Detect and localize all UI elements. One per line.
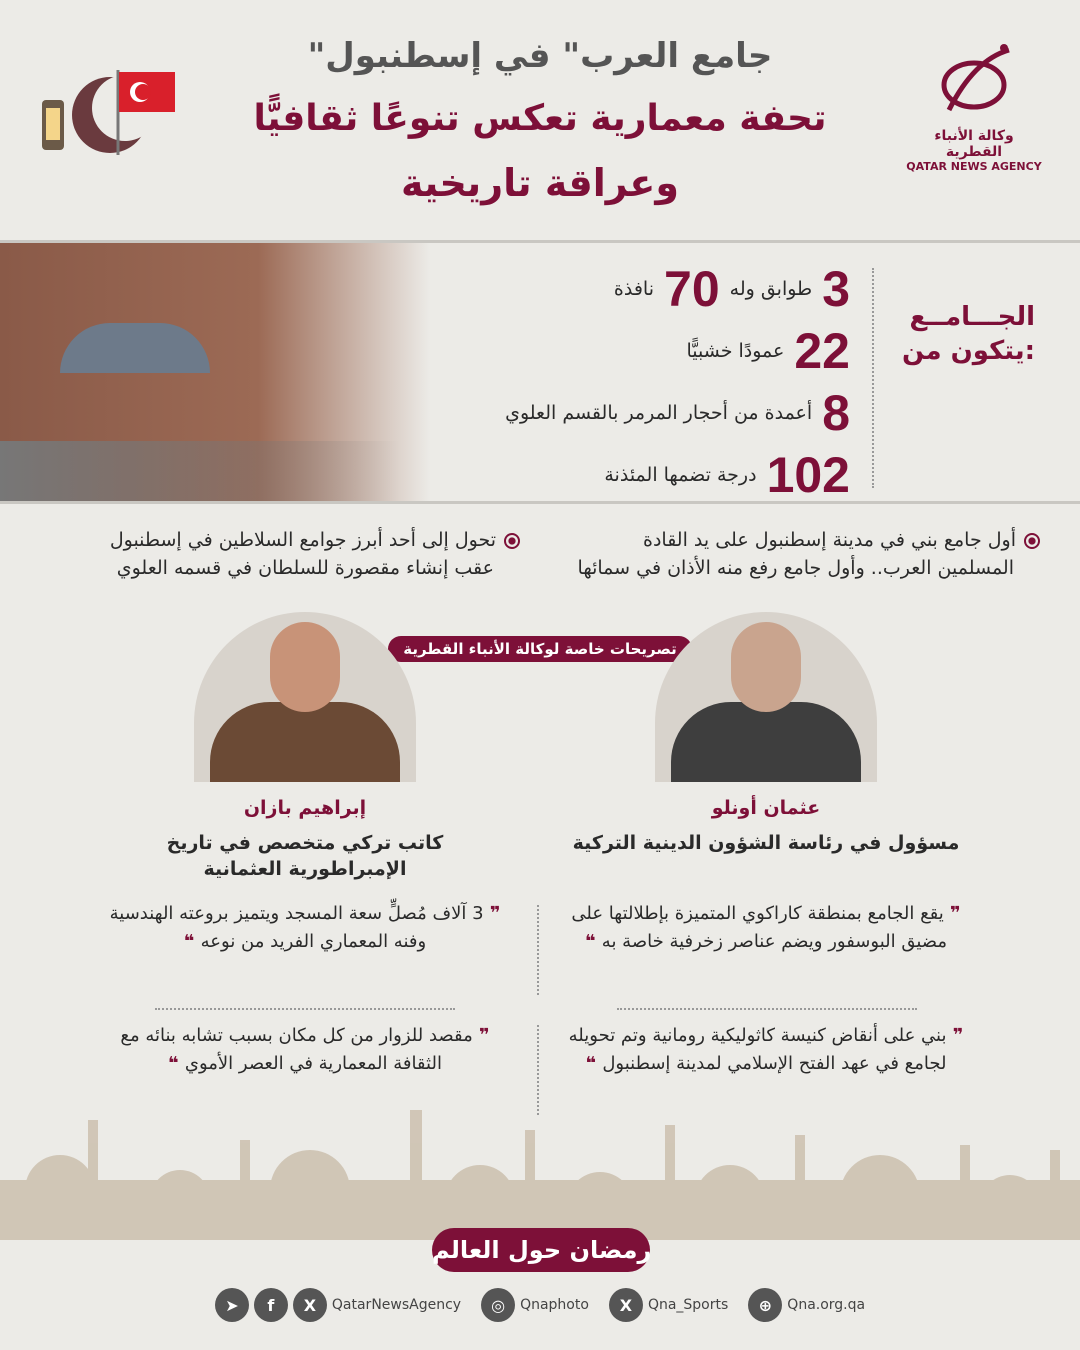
quote: ❞ 3 آلاف مُصلٍّ سعة المسجد ويتميز بروعته الهندسية وفنه المعماري الفريد من نوعه ❝ [109,903,501,952]
bullet-text: أول جامع بني في مدينة إسطنبول على يد القادة [642,529,1016,551]
quote: ❞ مقصد للزوار من كل مكان بسبب تشابه بنائه مع الثقافة المعمارية في العصر الأموي ❝ [120,1025,490,1074]
social-links [0,1288,1080,1322]
stats-title-line2: يتكون من: [902,336,1035,366]
stat-label: أعمدة من أحجار المرمر بالقسم العلوي [505,402,813,424]
stat-number: 8 [822,385,850,441]
x-icon[interactable]: X [293,1288,327,1322]
stat-label: نافذة [613,278,655,300]
qna-logo-icon [924,40,1024,120]
crescent-flag-icon [40,60,180,160]
social-website[interactable] [748,1288,865,1322]
quote: ❞ يقع الجامع بمنطقة كاراكوي المتميزة بإطلالتها على مضيق البوسفور ويضم عناصر زخرفية خاصة به ❝ [571,903,961,952]
globe-icon[interactable]: ⊕ [748,1288,782,1322]
social-handle[interactable]: Qna_Sports [647,1297,729,1313]
person-name: إبراهيم بازان [243,797,367,819]
stat-number: 22 [794,323,850,379]
stat-marble-columns [440,382,850,444]
social-qatarnewsagency[interactable] [215,1288,461,1322]
bullet-first-mosque [550,526,1040,582]
quote: ❞ بني على أنقاض كنيسة كاثوليكية رومانية وتم تحويله لجامع في عهد الفتح الإسلامي لمدينة إسطنبول ❝ [568,1025,964,1074]
bullet-icon [504,533,520,549]
quote-text: مقصد للزوار من كل مكان بسبب تشابه بنائه مع الثقافة المعمارية في العصر الأموي [120,1025,473,1074]
instagram-icon[interactable]: ◎ [481,1288,515,1322]
portrait-ibrahim-bazan [194,612,416,782]
social-handle[interactable]: QatarNewsAgency [331,1297,462,1313]
stat-label: عمودًا خشبيًّا [686,340,785,362]
mosque-skyline-decoration [0,1110,1080,1240]
mosque-photo [0,243,430,501]
qna-logo [904,40,1044,173]
social-qnaphoto[interactable] [481,1288,589,1322]
logo-english: QATAR NEWS AGENCY [906,160,1042,173]
lantern-crescent-flag-decoration [40,60,180,160]
stat-number: 102 [766,447,850,503]
stat-minaret-steps [440,444,850,506]
divider [155,1008,455,1010]
divider [537,1025,539,1115]
bullet-text: عقب إنشاء مقصورة للسلطان في قسمه العلوي [116,557,494,579]
logo-arabic: وكالة الأنباء القطرية [934,128,1014,160]
headline-top: "جامع العرب" في إسطنبول [307,36,773,76]
mosque-stats [440,258,850,506]
headline-sub: وعراقة تاريخية [400,161,680,205]
series-label: رمضان حول العالم [432,1228,650,1272]
stat-number: 70 [664,261,720,317]
bullet-icon [1024,533,1040,549]
headline-main: تحفة معمارية تعكس تنوعًا ثقافيًّا [253,98,827,139]
divider [617,1008,917,1010]
stat-floors-windows [440,258,850,320]
person-role: مسؤول في رئاسة الشؤون الدينية التركية [572,832,960,854]
quote-text: يقع الجامع بمنطقة كاراكوي المتميزة بإطلالتها على مضيق البوسفور ويضم عناصر زخرفية خاصة به [571,903,948,952]
x-icon[interactable]: X [609,1288,643,1322]
stat-label: طوابق وله [729,278,813,300]
social-qnasports[interactable] [609,1288,728,1322]
person-role: كاتب تركي متخصص في تاريخ الإمبراطورية العثمانية [166,832,444,880]
stats-title-line1: الجـــامــع [909,302,1035,332]
stat-number: 3 [822,261,850,317]
divider [872,268,874,488]
divider [537,905,539,995]
person-name: عثمان أونلو [711,797,821,819]
bullet-sultan-mosque [30,526,520,582]
quote-text: بني على أنقاض كنيسة كاثوليكية رومانية وتم تحويله لجامع في عهد الفتح الإسلامي لمدينة إسطنبول [568,1025,947,1074]
stat-wood-columns [440,320,850,382]
facebook-icon[interactable]: f [254,1288,288,1322]
bullet-text: المسلمين العرب.. وأول جامع رفع منه الأذان في سمائها [577,557,1014,579]
bullet-text: تحول إلى أحد أبرز جوامع السلاطين في إسطنبول [109,529,496,551]
stat-label: درجة تضمها المئذنة [604,464,757,486]
stats-title [895,300,1035,368]
portrait-osman-unlu [655,612,877,782]
quote-text: 3 آلاف مُصلٍّ سعة المسجد ويتميز بروعته الهندسية وفنه المعماري الفريد من نوعه [109,903,484,952]
social-handle[interactable]: Qnaphoto [520,1297,589,1313]
exclusive-statements-badge: تصريحات خاصة لوكالة الأنباء القطرية [388,636,692,662]
social-handle[interactable]: Qna.org.qa [787,1297,866,1313]
telegram-icon[interactable]: ➤ [215,1288,249,1322]
